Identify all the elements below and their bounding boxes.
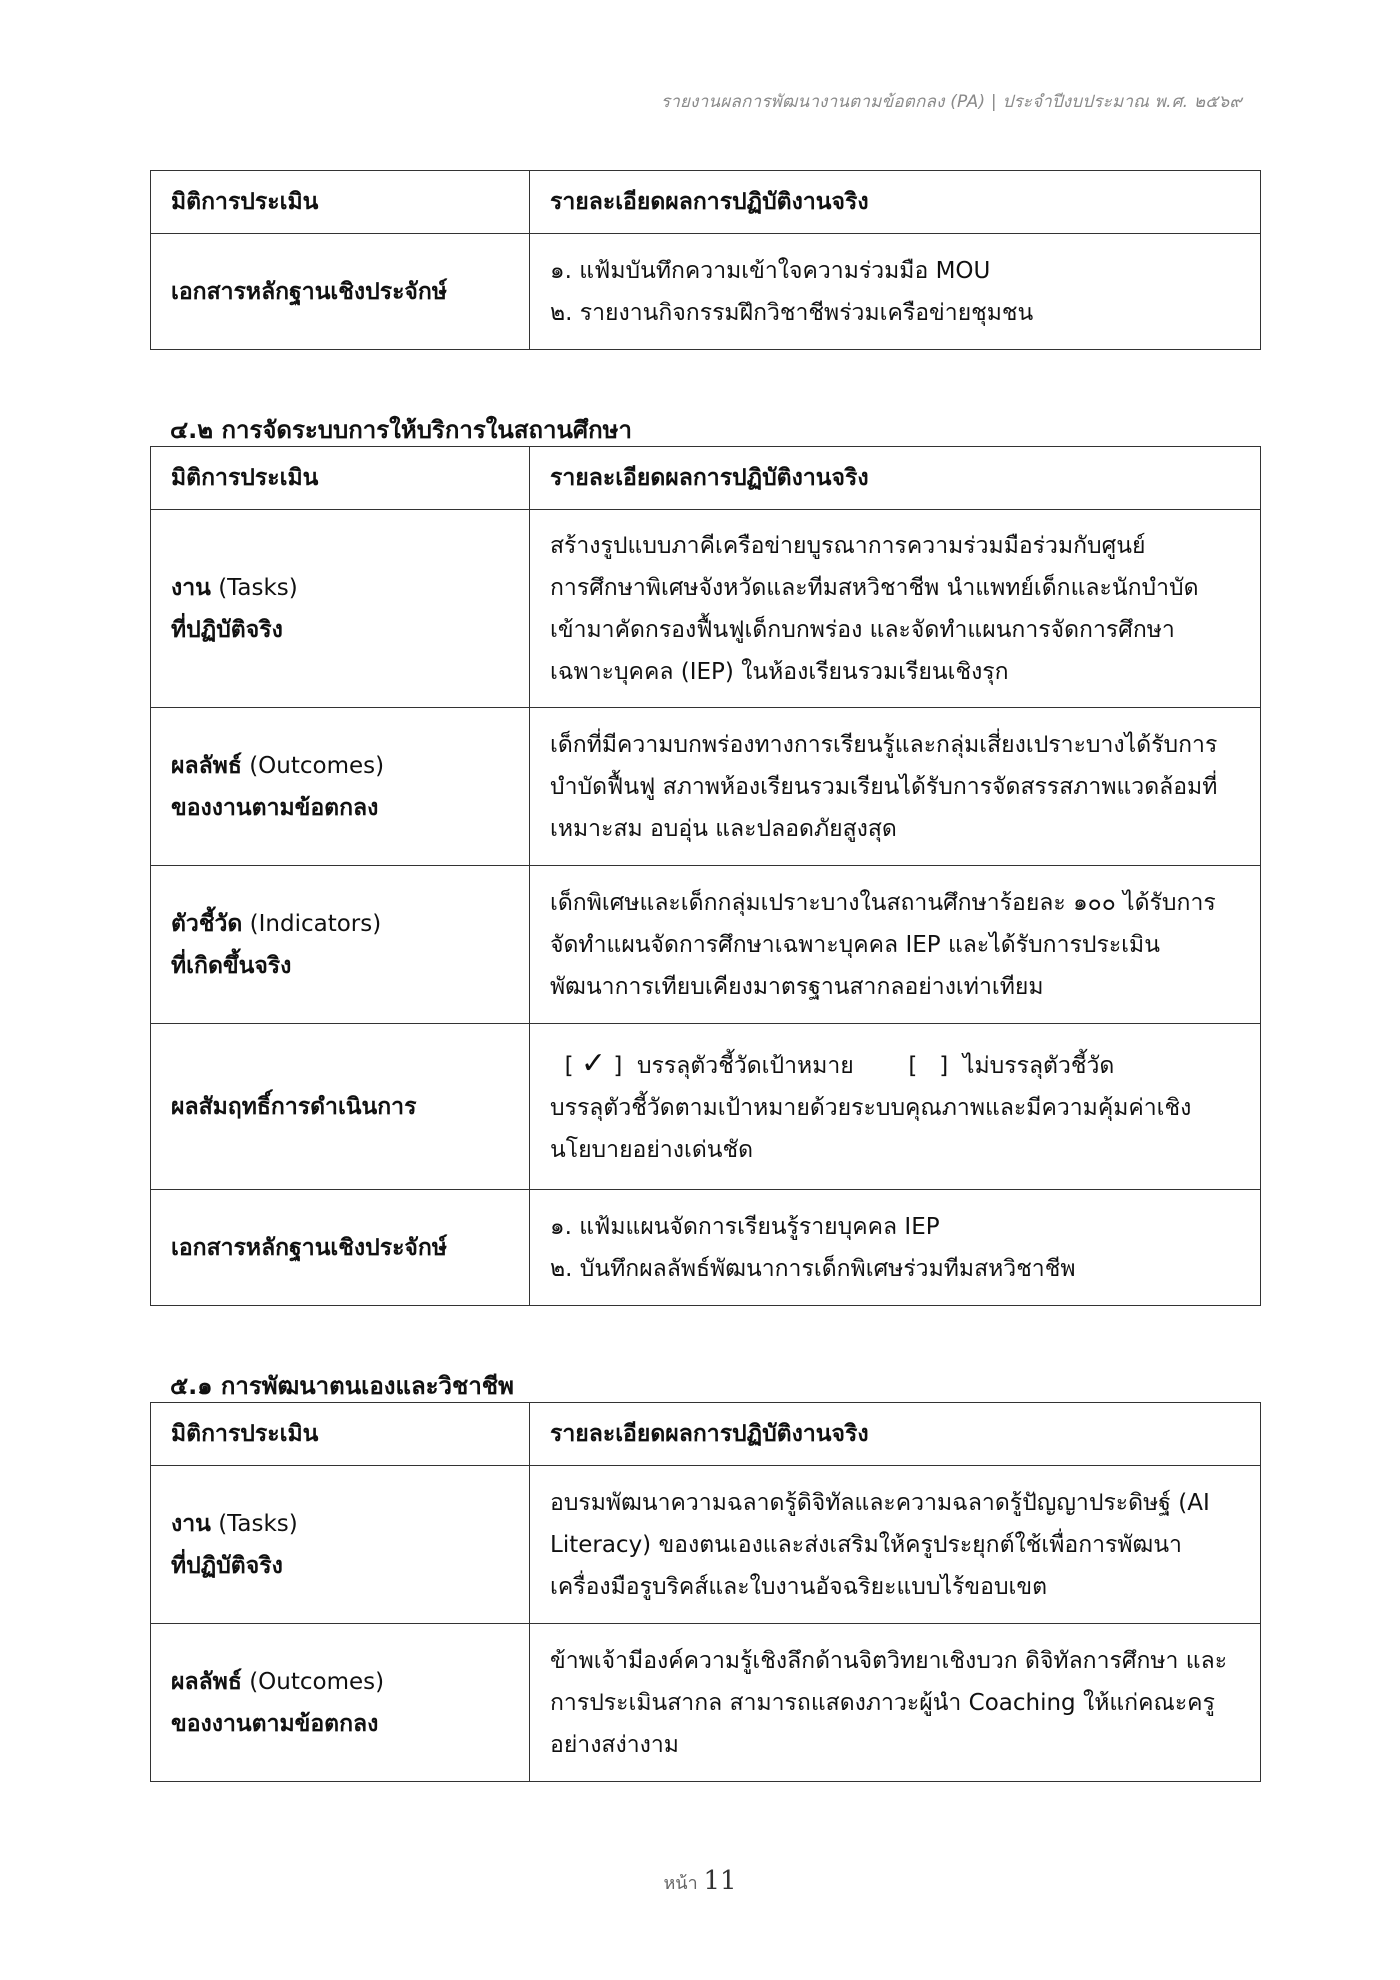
text-line: อย่างสง่างาม bbox=[550, 1731, 679, 1758]
evidence-line: ๒. รายงานกิจกรรมฝึกวิชาชีพร่วมเครือข่ายชุมชน bbox=[550, 299, 1034, 326]
table-row bbox=[151, 866, 1261, 1024]
page-label: หน้า bbox=[663, 1873, 698, 1894]
page-number: 11 bbox=[703, 1866, 737, 1896]
table-row bbox=[151, 510, 1261, 708]
tasks-label bbox=[151, 1466, 530, 1624]
text-line: พัฒนาการเทียบเคียงมาตรฐานสากลอย่างเท่าเทียม bbox=[550, 973, 1044, 1000]
label-line2: ที่เกิดขึ้นจริง bbox=[171, 952, 292, 979]
table-row bbox=[151, 234, 1261, 350]
page-footer bbox=[0, 1866, 1400, 1897]
text-line: การประเมินสากล สามารถแสดงภาวะผู้นำ Coaching ให้แก่คณะครู bbox=[550, 1689, 1215, 1716]
text-line: บรรลุตัวชี้วัดตามเป้าหมายด้วยระบบคุณภาพและมีความคุ้มค่าเชิง bbox=[550, 1094, 1192, 1121]
label-bold: งาน bbox=[171, 1510, 211, 1537]
label-bold: ผลลัพธ์ bbox=[171, 752, 242, 779]
outcomes-cell bbox=[530, 1624, 1261, 1782]
indicators-cell bbox=[530, 866, 1261, 1024]
table-row bbox=[151, 1190, 1261, 1306]
text-line: การศึกษาพิเศษจังหวัดและทีมสหวิชาชีพ นำแพทย์เด็กและนักบำบัด bbox=[550, 574, 1199, 601]
section-title: ๔.๒ การจัดระบบการให้บริการในสถานศึกษา bbox=[170, 416, 632, 444]
table-header-row bbox=[151, 1403, 1261, 1466]
tasks-label bbox=[151, 510, 530, 708]
outcomes-label bbox=[151, 708, 530, 866]
label-plain: (Tasks) bbox=[218, 574, 298, 601]
col-header-dimension: มิติการประเมิน bbox=[151, 447, 530, 510]
text-line: เหมาะสม อบอุ่น และปลอดภัยสูงสุด bbox=[550, 815, 897, 842]
text-line: นโยบายอย่างเด่นชัด bbox=[550, 1136, 754, 1163]
text-line: สร้างรูปแบบภาคีเครือข่ายบูรณาการความร่วมมือร่วมกับศูนย์ bbox=[550, 532, 1146, 559]
evidence-label: เอกสารหลักฐานเชิงประจักษ์ bbox=[151, 1190, 530, 1306]
evidence-table-continued bbox=[150, 170, 1261, 350]
table-header-row bbox=[151, 447, 1261, 510]
evidence-cell bbox=[530, 234, 1261, 350]
label-plain: (Outcomes) bbox=[249, 752, 385, 779]
checkmark-icon: ✓ bbox=[580, 1045, 607, 1081]
achievement-checkboxes: [ ✓ ] บรรลุตัวชี้วัดเป้าหมาย [ ] ไม่บรรลุตัวชี้วัด bbox=[550, 1045, 1115, 1081]
label-line2: ที่ปฏิบัติจริง bbox=[171, 616, 283, 643]
section-51-table bbox=[150, 1402, 1261, 1782]
text-line: บำบัดฟื้นฟู สภาพห้องเรียนรวมเรียนได้รับการจัดสรรสภาพแวดล้อมที่ bbox=[550, 773, 1218, 800]
label-plain: (Indicators) bbox=[249, 910, 382, 937]
table-header-row bbox=[151, 171, 1261, 234]
col-header-details: รายละเอียดผลการปฏิบัติงานจริง bbox=[530, 171, 1261, 234]
not-achieved-option-label: ไม่บรรลุตัวชี้วัด bbox=[962, 1052, 1115, 1079]
label-line2: ที่ปฏิบัติจริง bbox=[171, 1552, 283, 1579]
label-line2: ของงานตามข้อตกลง bbox=[171, 794, 379, 821]
label-line2: ของงานตามข้อตกลง bbox=[171, 1710, 379, 1737]
outcomes-label bbox=[151, 1624, 530, 1782]
achievement-label: ผลสัมฤทธิ์การดำเนินการ bbox=[151, 1024, 530, 1190]
evidence-line: ๒. บันทึกผลลัพธ์พัฒนาการเด็กพิเศษร่วมทีมสหวิชาชีพ bbox=[550, 1255, 1076, 1282]
col-header-dimension: มิติการประเมิน bbox=[151, 171, 530, 234]
text-line: Literacy) ของตนเองและส่งเสริมให้ครูประยุกต์ใช้เพื่อการพัฒนา bbox=[550, 1531, 1182, 1558]
achievement-cell bbox=[530, 1024, 1261, 1190]
section-title: ๕.๑ การพัฒนาตนเองและวิชาชีพ bbox=[170, 1372, 514, 1400]
tasks-cell bbox=[530, 1466, 1261, 1624]
text-line: เด็กที่มีความบกพร่องทางการเรียนรู้และกลุ่มเสี่ยงเปราะบางได้รับการ bbox=[550, 731, 1218, 758]
text-line: เฉพาะบุคคล (IEP) ในห้องเรียนรวมเรียนเชิงรุก bbox=[550, 658, 1009, 685]
evidence-cell bbox=[530, 1190, 1261, 1306]
text-line: เด็กพิเศษและเด็กกลุ่มเปราะบางในสถานศึกษาร้อยละ ๑๐๐ ได้รับการ bbox=[550, 889, 1216, 916]
evidence-label: เอกสารหลักฐานเชิงประจักษ์ bbox=[151, 234, 530, 350]
text-line: อบรมพัฒนาความฉลาดรู้ดิจิทัลและความฉลาดรู้ปัญญาประดิษฐ์ (AI bbox=[550, 1489, 1210, 1516]
table-row bbox=[151, 708, 1261, 866]
label-bold: ตัวชี้วัด bbox=[171, 910, 243, 937]
table-row bbox=[151, 1466, 1261, 1624]
tasks-cell bbox=[530, 510, 1261, 708]
col-header-dimension: มิติการประเมิน bbox=[151, 1403, 530, 1466]
text-line: จัดทำแผนจัดการศึกษาเฉพาะบุคคล IEP และได้รับการประเมิน bbox=[550, 931, 1160, 958]
text-line: ข้าพเจ้ามีองค์ความรู้เชิงลึกด้านจิตวิทยาเชิงบวก ดิจิทัลการศึกษา และ bbox=[550, 1647, 1228, 1674]
text-line: เข้ามาคัดกรองฟื้นฟูเด็กบกพร่อง และจัดทำแผนการจัดการศึกษา bbox=[550, 616, 1175, 643]
label-bold: ผลลัพธ์ bbox=[171, 1668, 242, 1695]
indicators-label bbox=[151, 866, 530, 1024]
label-bold: งาน bbox=[171, 574, 211, 601]
table-row bbox=[151, 1624, 1261, 1782]
label-plain: (Outcomes) bbox=[249, 1668, 385, 1695]
evidence-line: ๑. แฟ้มแผนจัดการเรียนรู้รายบุคคล IEP bbox=[550, 1213, 940, 1240]
section-42-table bbox=[150, 446, 1261, 1306]
outcomes-cell bbox=[530, 708, 1261, 866]
running-header: รายงานผลการพัฒนางานตามข้อตกลง (PA) | ประจำปีงบประมาณ พ.ศ. ๒๕๖๙ bbox=[660, 92, 1242, 112]
achieved-option-label: บรรลุตัวชี้วัดเป้าหมาย bbox=[636, 1052, 854, 1079]
label-plain: (Tasks) bbox=[218, 1510, 298, 1537]
col-header-details: รายละเอียดผลการปฏิบัติงานจริง bbox=[530, 1403, 1261, 1466]
col-header-details: รายละเอียดผลการปฏิบัติงานจริง bbox=[530, 447, 1261, 510]
evidence-line: ๑. แฟ้มบันทึกความเข้าใจความร่วมมือ MOU bbox=[550, 257, 991, 284]
text-line: เครื่องมือรูบริคส์และใบงานอัจฉริยะแบบไร้ขอบเขต bbox=[550, 1573, 1048, 1600]
table-row bbox=[151, 1024, 1261, 1190]
